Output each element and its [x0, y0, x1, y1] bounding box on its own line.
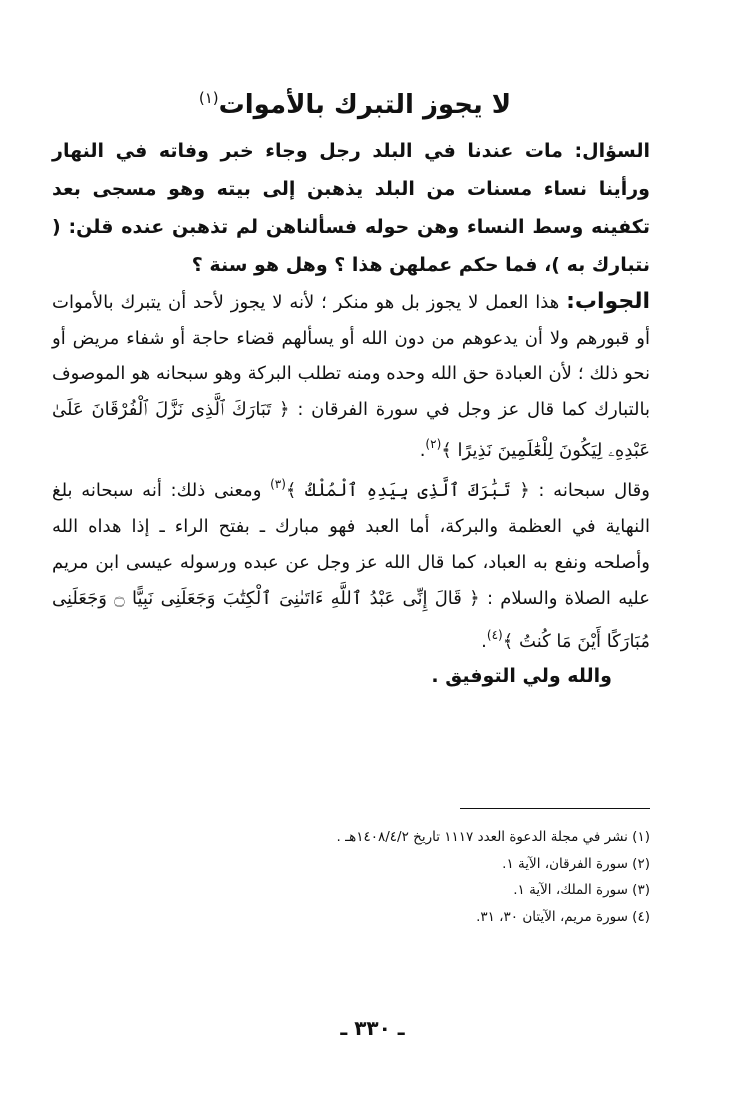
page-number: ـ ٣٣٠ ـ [340, 1016, 405, 1040]
fatwa-title [60, 78, 650, 125]
quran-verse-mulk: تَبَٰرَكَ ٱلَّذِى بِيَدِهِ ٱلْمُلْكُ [305, 480, 511, 501]
title-footnote-ref: (١) [198, 89, 219, 107]
footnote-ref-2: (٢) [425, 437, 442, 451]
verse-open-bracket: ﴿ [469, 588, 480, 609]
explanation-lead: وقال سبحانه : [538, 480, 650, 501]
closing-line: والله ولي التوفيق . [431, 665, 612, 687]
verse-open-bracket: ﴿ [279, 398, 290, 420]
question-paragraph [52, 132, 650, 284]
question-label: السؤال: [574, 140, 651, 162]
footnote-3: (٣) سورة الملك، الآية ١. [513, 882, 650, 898]
verse-close-bracket: ﴾ [502, 631, 514, 652]
verse-close-bracket: ﴾ [441, 440, 452, 461]
answer-text: هذا العمل لا يجوز بل هو منكر ؛ لأنه لا يجوز لأحد أن يتبرك بالأموات أو قبورهم ولا أن يدعوهم من دون الله أو يسألهم قضاء حاجة أو شفاء مريض أو نحو ذلك ؛ لأن العبادة حق الله وحده ومنه تطلب البركة وهو سبحانه هو الموصوف بالتبارك كما قال عز وجل في سورة الفرقان : [52, 292, 650, 420]
footnote-divider [460, 808, 650, 809]
verse-close-bracket: ﴾ [285, 480, 297, 501]
question-text: مات عندنا في البلد رجل وجاء خبر وفاته في النهار ورأينا نساء مسنات من البلد يذهبن إلى بيته وهو مسجى بعد تكفينه وسط النساء وهن حوله فسألناهن لم تذهبن عنده قلن: ( نتبارك به )، فما حكم عملهن هذا ؟ وهل هو سنة ؟ [52, 140, 650, 276]
footnote-2: (٢) سورة الفرقان، الآية ١. [502, 855, 650, 872]
footnote-ref-4: (٤) [486, 628, 503, 642]
footnotes [52, 824, 650, 930]
answer-paragraph: الجواب: هذا العمل لا يجوز بل هو منكر ؛ لأنه لا يجوز لأحد أن يتبرك بالأموات أو قبورهم ولا أن يدعوهم من دون الله أو يسألهم قضاء حاجة أو شفاء مريض أو نحو ذلك ؛ لأن العبادة حق الله وحده ومنه تطلب البركة وهو سبحانه هو الموصوف بالتبارك كما قال عز وجل في سورة الفرقان : ﴿ تَبَارَكَ ٱلَّذِى نَزَّلَ ٱلْفُرْقَانَ عَلَىٰ عَبْدِهِۦ لِيَكُونَ لِلْعَٰلَمِينَ نَذِيرًا ﴾$^{(٢)}$. [52, 289, 650, 461]
footnote-4: (٤) سورة مريم، الآيتان ٣٠، ٣١. [476, 908, 650, 925]
verse-open-bracket: ﴿ [519, 480, 530, 501]
quran-verse-furqan: تَبَارَكَ ٱلَّذِى نَزَّلَ ٱلْفُرْقَانَ عَلَىٰ عَبْدِهِۦ لِيَكُونَ لِلْعَٰلَمِينَ نَذِيرًا [52, 398, 650, 461]
explanation-text: ومعنى ذلك: أنه سبحانه بلغ النهاية في العظمة والبركة، أما العبد فهو مبارك ـ بفتح الراء ـ إذا هداه الله وأصلحه ونفع به العباد، كما قال الله عز وجل عن عبده ورسوله عيسى ابن مريم عليه الصلاة والسلام : [52, 480, 650, 609]
footnote-ref-3: (٣) [270, 477, 286, 491]
explanation-paragraph: وقال سبحانه : ﴿ تَبَٰرَكَ ٱلَّذِى بِيَدِهِ ٱلْمُلْكُ ﴾$^{(٣)}$ ومعنى ذلك: أنه سبحانه بلغ النهاية في العظمة والبركة، أما العبد فهو مبارك ـ بفتح الراء ـ إذا هداه الله وأصلحه ونفع به العباد، كما قال الله عز وجل عن عبده ورسوله عيسى ابن مريم عليه الصلاة والسلام : ﴿ قَالَ إِنِّى عَبْدُ ٱللَّهِ ءَاتَىٰنِىَ ٱلْكِتَٰبَ وَجَعَلَنِى نَبِيًّا ۝ وَجَعَلَنِى مُبَارَكًا أَيْنَ مَا كُنتُ ﴾$^{(٤)}$. [52, 477, 650, 652]
answer-label: الجواب: [566, 289, 650, 314]
footnote-1: (١) نشر في مجلة الدعوة العدد ١١١٧ تاريخ ١٤٠٨/٤/٢هـ . [336, 829, 650, 845]
title-text: لا يجوز التبرك بالأموات [218, 90, 512, 120]
quran-verse-maryam: قَالَ إِنِّى عَبْدُ ٱللَّهِ ءَاتَىٰنِىَ ٱلْكِتَٰبَ وَجَعَلَنِى نَبِيًّا ۝ وَجَعَلَنِى مُبَارَكًا أَيْنَ مَا كُنتُ [52, 588, 650, 652]
